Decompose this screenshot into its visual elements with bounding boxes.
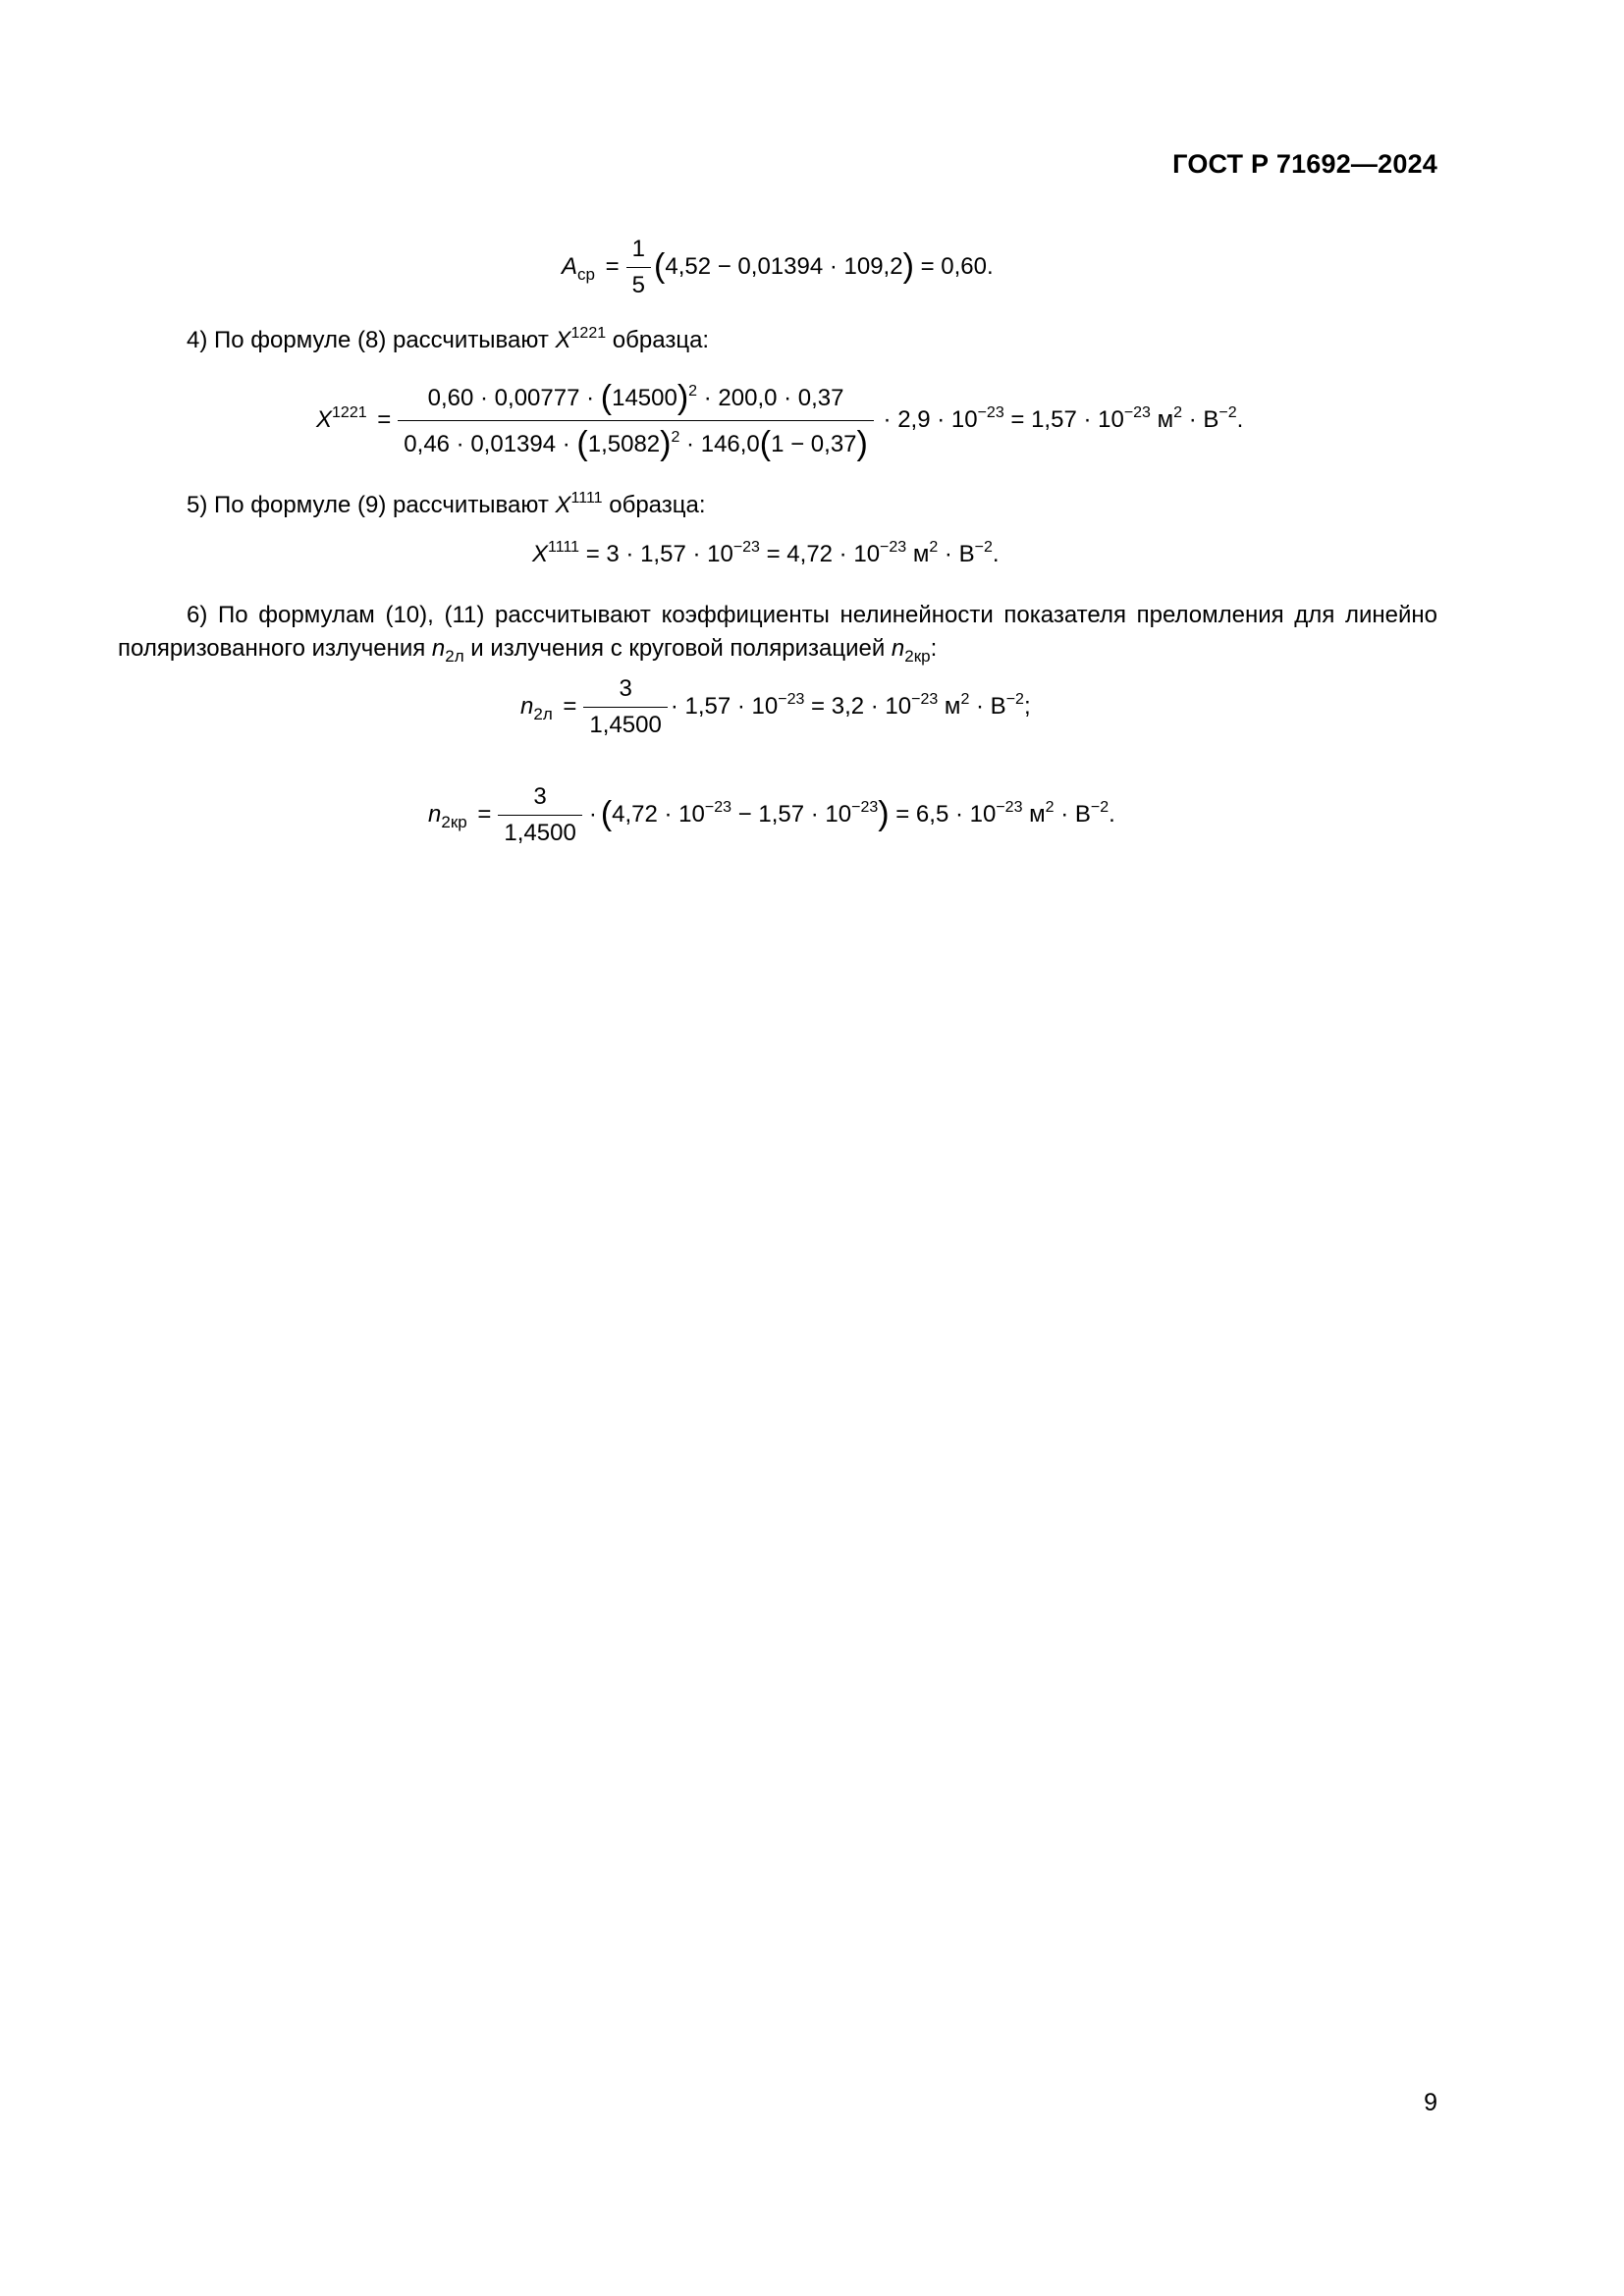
equation-x1111: $X^{1111} = 3 \cdot 1,57 \cdot 10^{-23} = 4,72 \cdot 10^{-23}$ $м^2 \cdot В^{-2}$. [532, 539, 1000, 567]
fraction-3-over-n: $\frac{3}{1,4500}$ [583, 675, 667, 739]
sub-cp: ср [577, 264, 595, 284]
equation-x1221: $X^{1221}$ = $\frac{0,60 \cdot 0,00777 \cdot (14500)^2 \cdot 200,0 \cdot 0,37}{0,46 \cdot 0,01394 \cdot (1,5082)^2 \cdot 146,0(1 - 0,37)}$ · $2,9 \cdot 10^{-23} = 1,57 \cdot 10^{-23}$ $м^2 \cdot В^{-2}$. [316, 379, 1244, 462]
fraction-x1221: $\frac{0,60 \cdot 0,00777 \cdot (14500)^2 \cdot 200,0 \cdot 0,37}{0,46 \cdot 0,01394 \cdot (1,5082)^2 \cdot 146,0(1 - 0,37)}$ [398, 379, 874, 462]
var-a: A [562, 252, 578, 280]
equation-n2l: $n_{2л}$ = $\frac{3}{1,4500}$ · $1,57 \cdot 10^{-23} = 3,2 \cdot 10^{-23}$ $м^2 \cdot В^{-2}$; [520, 675, 1031, 738]
step-5-text: 5) По формуле (9) рассчитывают $X^{1111}$ образца: [187, 490, 706, 518]
page-number: 9 [1424, 2089, 1437, 2116]
expr-result: = 0,60. [920, 252, 994, 280]
expr-body: 4,52 − 0,01394 · 109,2 [665, 252, 903, 280]
step-6-text: 6) По формулам (10), (11) рассчитывают коэффициенты нелинейности показателя преломления для линейно поляризованного излучения $n_{2л}$ и излучения с круговой поляризацией $n_{2кр}$: [118, 602, 1437, 666]
standard-code: ГОСТ Р 71692—2024 [1172, 149, 1437, 179]
equation-n2kr: $n_{2кр}$ = $\frac{3}{1,4500}$ · $(4,72 \cdot 10^{-23} - 1,57 \cdot 10^{-23}) = 6,5 \cdot 10^{-23}$ $м^2 \cdot В^{-2}$. [428, 783, 1115, 846]
equation-a-avg: $A_{ср}$ = $\frac{1}{5}$ (4,52 − 0,01394 · 109,2) = 0,60. [562, 236, 994, 298]
fraction-3-over-n-kr: $\frac{3}{1,4500}$ [498, 783, 581, 847]
fraction-one-fifth: $\frac{1}{5}$ [626, 236, 651, 299]
step-4-text: 4) По формуле (8) рассчитывают $X^{1221}$ образца: [187, 325, 710, 353]
